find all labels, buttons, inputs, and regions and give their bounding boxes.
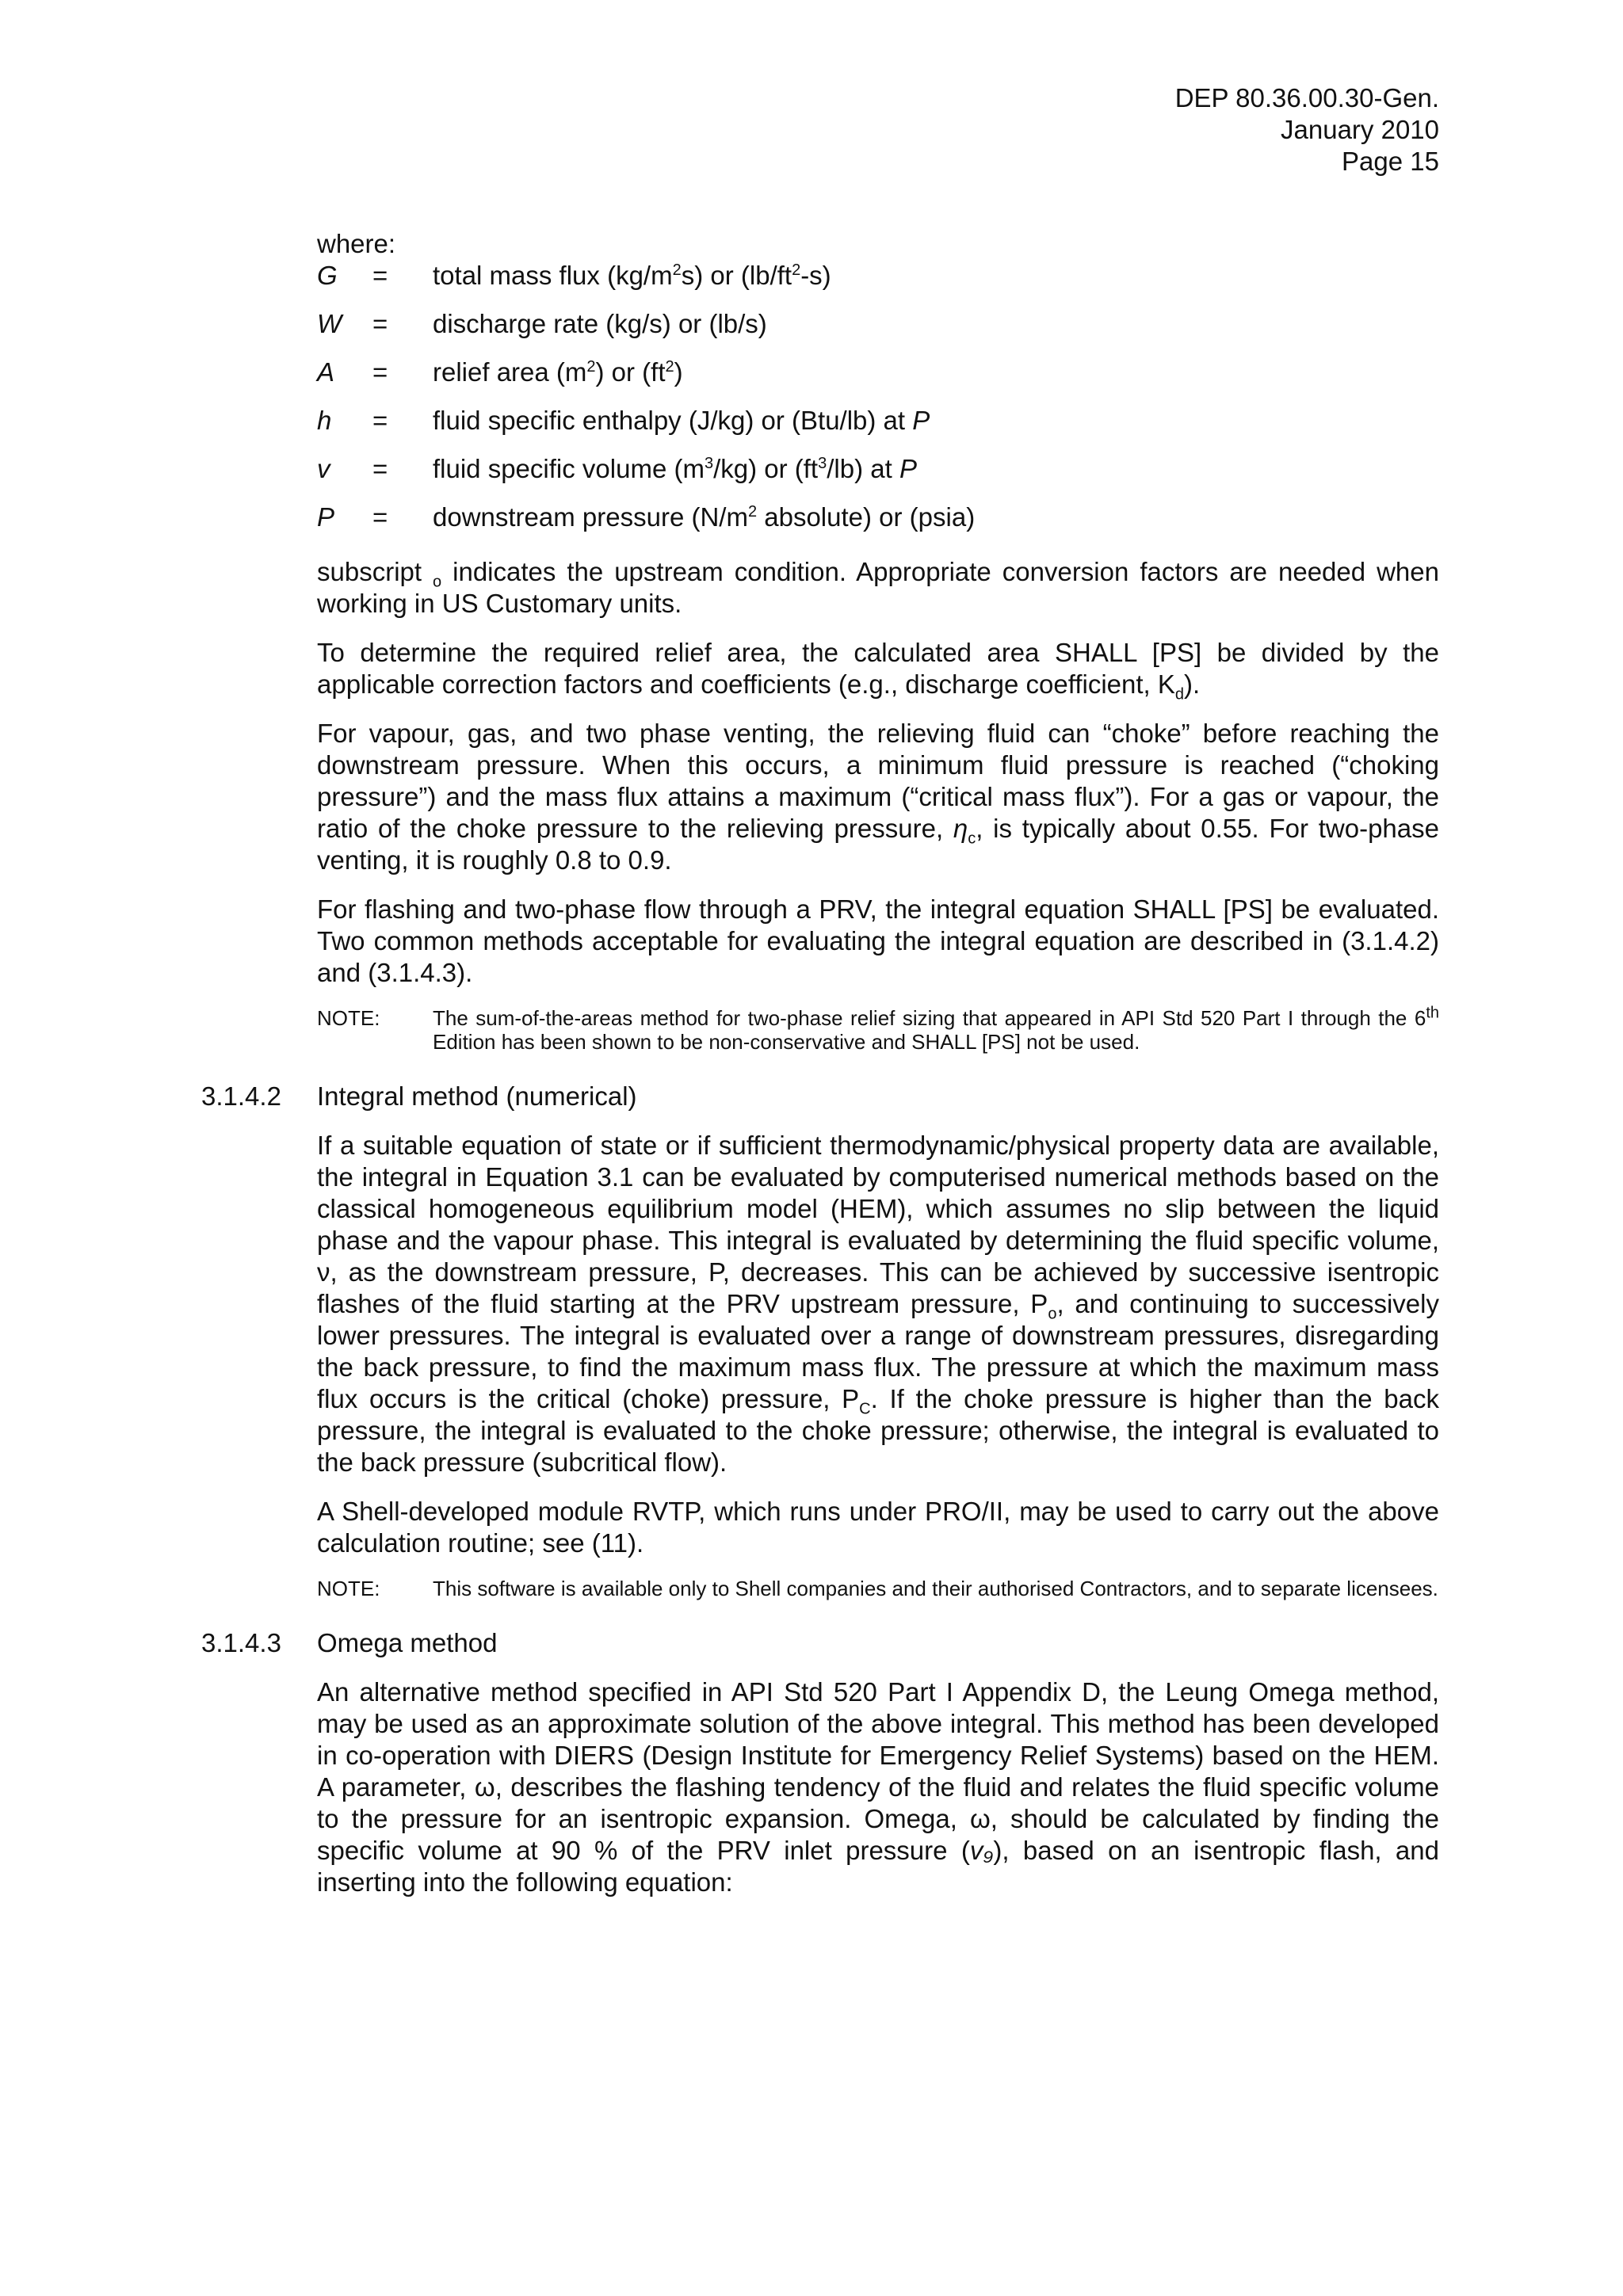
def-equals: = (372, 309, 388, 338)
def-symbol: P (317, 502, 335, 532)
note-label: NOTE: (317, 1577, 380, 1600)
definition-row (317, 260, 1439, 308)
def-description: downstream pressure ($N/m^2$ absolute) or (psia) (433, 502, 976, 532)
def-symbol: h (317, 406, 332, 435)
note-text: The sum-of-the-areas method for two-phase relief sizing that appeared in API Std 520 Part I through the 6th Edition has been shown to be non-conservative and SHALL [PS] not be used. (433, 1004, 1439, 1054)
page-header (1175, 82, 1439, 177)
definition-row (317, 357, 1439, 405)
definition-list (317, 260, 1439, 550)
section-heading-3143 (201, 1627, 1439, 1659)
def-symbol: G (317, 261, 338, 290)
def-description: relief area $(m^2)$ or $(ft^2)$ (433, 357, 683, 387)
page-content (201, 228, 1440, 1916)
note-software (317, 1577, 1439, 1600)
def-symbol: W (317, 309, 342, 338)
paragraph-vapour-venting: For vapour, gas, and two phase venting, the relieving fluid can “choke” before reaching the downstream pressure. When this occurs, a minimum fluid pressure is reached (“choking pressure”) and the mass flux attains a maximum (“critical mass flux”). For a gas or vapour, the ratio of the choke pressure to the relieving pressure, $\eta_c$, is typically about 0.55. For two-phase venting, it is roughly 0.8 to 0.9. (317, 719, 1439, 875)
def-description: fluid specific volume $(m^3/kg)$ or $(ft^3/lb)$ at P (433, 454, 917, 483)
paragraph-integral-method: If a suitable equation of state or if sufficient thermodynamic/physical property data are available, the integral in Equation 3.1 can be evaluated by computerised numerical methods based on the classical homogeneous equilibrium model (HEM), which assumes no slip between the liquid phase and the vapour phase. This integral is evaluated by determining the fluid specific volume, ν, as the downstream pressure, P, decreases. This can be achieved by successive isentropic flashes of the fluid starting at the PRV upstream pressure, $P_o$, and continuing to successively lower pressures. The integral is evaluated over a range of downstream pressures, disregarding the back pressure, to find the maximum mass flux. The pressure at which the maximum mass flux occurs is the critical (choke) pressure, $P_C$. If the choke pressure is higher than the back pressure, the integral is evaluated to the choke pressure; otherwise, the integral is evaluated to the back pressure (subcritical flow). (317, 1131, 1440, 1477)
definition-row (317, 405, 1439, 453)
def-equals: = (372, 406, 388, 435)
def-description: total mass flux $(kg/m^2s)$ or $(lb/ft^2-s)$ (433, 261, 831, 290)
section-number: 3.1.4.2 (201, 1081, 281, 1111)
paragraph-flashing: For flashing and two-phase flow through a PRV, the integral equation SHALL [PS] be evaluated. Two common methods acceptable for evaluating the integral equation are described in (3.1.4.2) and (3.1.4.3). (317, 894, 1439, 987)
section-title: Integral method (numerical) (317, 1081, 637, 1111)
section-title: Omega method (317, 1628, 498, 1657)
note-label: NOTE: (317, 1006, 380, 1030)
definition-row (317, 308, 1439, 357)
paragraph-omega-method: An alternative method specified in API Std 520 Part I Appendix D, the Leung Omega method, may be used as an approximate solution of the above integral. This method has been developed in co-operation with DIERS (Design Institute for Emergency Relief Systems) based on the HEM. A parameter, ω, describes the flashing tendency of the fluid and relates the fluid specific volume to the pressure for an isentropic expansion. Omega, ω, should be calculated by finding the specific volume at 90 % of the PRV inlet pressure (v₉), based on an isentropic flash, and inserting into the following equation: (317, 1677, 1439, 1897)
section-number: 3.1.4.3 (201, 1628, 281, 1657)
paragraph-determine-area: To determine the required relief area, the calculated area SHALL [PS] be divided by the applicable correction factors and coefficients (e.g., discharge coefficient, $K_d$). (317, 638, 1439, 704)
paragraph-subscript: subscript $_o$ indicates the upstream condition. Appropriate conversion factors are needed when working in US Customary units. (317, 557, 1439, 618)
def-equals: = (372, 502, 388, 532)
page-number: Page 15 (1342, 147, 1439, 176)
def-equals: = (372, 454, 388, 483)
def-description: discharge rate (kg/s) or (lb/s) (433, 309, 767, 338)
def-equals: = (372, 357, 388, 387)
where-label: where: (317, 229, 396, 258)
note-sum-of-areas (317, 1006, 1439, 1054)
definition-row (317, 502, 1439, 550)
section-heading-3142 (201, 1081, 1439, 1112)
def-description: fluid specific enthalpy (J/kg) or (Btu/lb) at P (433, 406, 930, 435)
paragraph-shell-module: A Shell-developed module RVTP, which runs under PRO/II, may be used to carry out the above calculation routine; see (11). (317, 1497, 1439, 1558)
def-symbol: A (317, 357, 335, 387)
doc-date: January 2010 (1281, 115, 1439, 144)
def-equals: = (372, 261, 388, 290)
def-symbol: v (317, 454, 330, 483)
note-text: This software is available only to Shell companies and their authorised Contractors, and to separate licensees. (433, 1577, 1438, 1600)
doc-id: DEP 80.36.00.30-Gen. (1174, 83, 1439, 113)
definition-row (317, 453, 1439, 502)
